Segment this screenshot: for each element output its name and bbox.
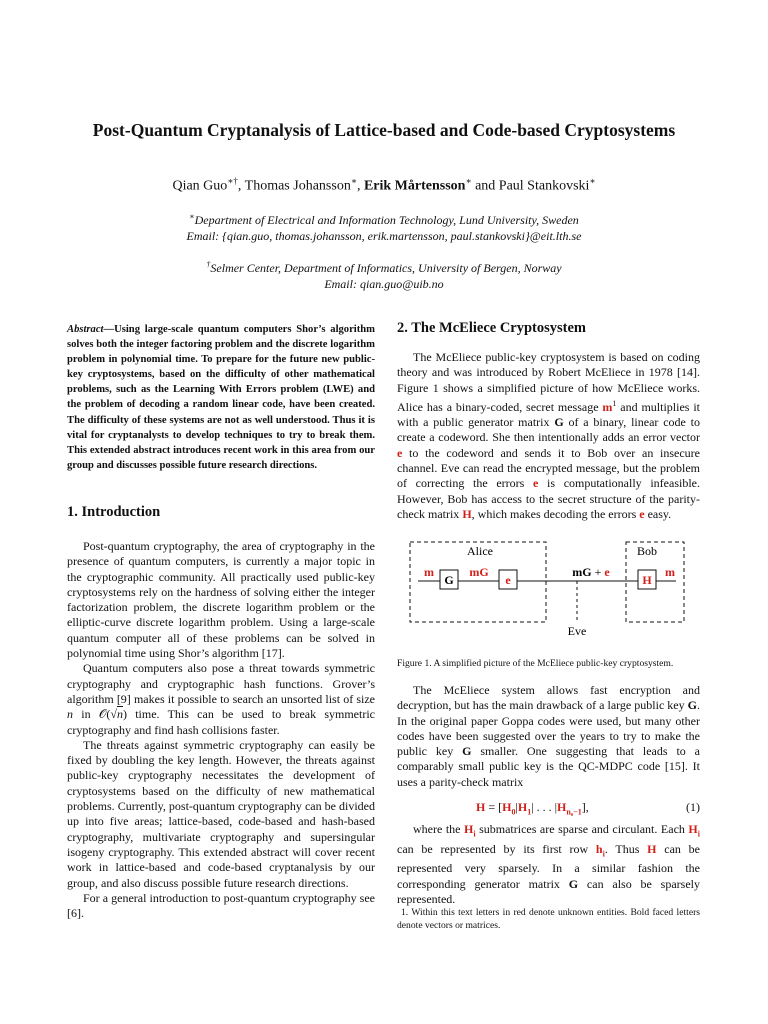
ciphertext-mG: mG [572, 565, 592, 579]
bob-label: Bob [636, 544, 658, 558]
equation-1 [397, 800, 700, 816]
codeword-label [469, 565, 488, 579]
author-johansson: Thomas Johansson [244, 178, 351, 194]
ciphertext-plus: + [591, 565, 605, 579]
mceliece-body-2 [397, 683, 700, 790]
paragraph: The threats against symmetric cryptography can easily be fixed by doubling the key length. However, the threats against public-key cryptography necessitates the development of cryptosystems based on the difficulty of new mathematical problems. Currently, post-quantum cryptography can be divided up into five areas; lattice-based, code-based and hash-based cryptography, multivariate cryptography and supersingular isogeny cryptography. This extended abstract will cover recent work in lattice-based and code-based cryptanalysis by our group, and also discuss possible future research directions. [67, 737, 375, 890]
affiliation-email: Email: qian.guo@uib.no [324, 277, 444, 291]
symbol-e: e [533, 476, 539, 491]
section-heading-introduction: 1. Introduction [67, 504, 161, 520]
symbol-G: G [554, 415, 564, 430]
equation-body [476, 800, 589, 816]
abstract [67, 322, 375, 473]
math-symbol: | . . . | [531, 800, 558, 814]
author-mark: ∗ [465, 176, 472, 186]
author-mark: ∗ [589, 176, 596, 186]
text-run: can be represented by its first row [397, 841, 596, 856]
subscript: 1 [527, 807, 532, 817]
ciphertext-e: e [604, 565, 610, 579]
author-mark: ∗ [350, 176, 357, 186]
math-symbol: ) [122, 707, 127, 722]
symbol-Hi: H [464, 822, 474, 836]
math-symbol: √ [110, 707, 117, 722]
footnote-mark: 1 [612, 398, 617, 408]
author-guo: Qian Guo [172, 178, 228, 194]
subscript: i [473, 829, 476, 839]
codeword-text: mG [469, 565, 489, 579]
author-separator: , [237, 178, 245, 194]
symbol-e: e [639, 506, 645, 521]
text-run: . Thus [604, 841, 648, 856]
section-heading-mceliece: 2. The McEliece Cryptosystem [397, 320, 586, 336]
symbol-m: m [602, 399, 613, 414]
paragraph [67, 661, 375, 737]
alice-label: Alice [467, 544, 493, 558]
symbol-H: H [647, 841, 657, 856]
text-run: time. This can be used to break symmetric cryptography and find hash collisions faster. [67, 707, 375, 737]
footnote [397, 906, 700, 932]
paragraph: Post-quantum cryptography, the area of cryptography in the presence of quantum computers, is currently a major topic in the cryptographic community. All practically used public-key cryptosystems rely on the hardness of solving either the integer factorization problem, the discrete logarithm problem or the elliptic-curve discrete logarithm problem. Using a large-scale quantum computer all of these problems can be solved in polynomial time using Shor’s algorithm [17]. [67, 539, 375, 661]
paragraph: For a general introduction to post-quantum cryptography see [6]. [67, 890, 375, 921]
message-input-label: m [424, 565, 434, 579]
text-run: , which makes decoding the errors [471, 506, 640, 521]
mceliece-body-3 [397, 822, 700, 907]
paragraph [397, 822, 700, 907]
text-run: The McEliece system allows fast encryption and decryption, but has the main drawback of a large public key [397, 683, 700, 713]
text-run: smaller. One suggesting that leads to a comparably small public key is the QC-MDPC code [15]. It uses a parity-check matrix [397, 744, 700, 789]
text-run: submatrices are sparse and circulant. Each [475, 822, 689, 836]
symbol-G: G [462, 744, 472, 759]
math-symbol: ], [581, 800, 589, 814]
message-output-label: m [665, 565, 675, 579]
math-symbol: ( [106, 707, 111, 722]
affiliation-mark: ∗ [189, 212, 195, 221]
introduction-body [67, 539, 375, 921]
symbol-Hn: H [557, 800, 567, 814]
paragraph [397, 350, 700, 522]
paragraph [397, 683, 700, 790]
symbol-H: H [462, 506, 472, 521]
math-var: n [67, 707, 73, 722]
symbol-Hi: H [688, 822, 698, 836]
symbol-H1: H [517, 800, 528, 814]
text-run: The McEliece public-key cryptosystem is based on coding theory and was introduced by Robert McEliece in 1978 [14]. Figure 1 shows a simplified picture of how McEliece works. Alice has a binary-coded, secret message [397, 350, 700, 414]
text-run: in [73, 707, 99, 722]
author-separator: , [356, 178, 364, 194]
parity-check-box-label: H [642, 573, 652, 587]
symbol-e: e [397, 445, 403, 460]
text-run: to the codeword and sends it to Bob over an insecure channel. Eve can read the encrypted message, but the problem of correcting the errors [397, 445, 700, 491]
affiliation-bergen [0, 257, 768, 292]
paper-title: Post-Quantum Cryptanalysis of Lattice-based and Code-based Cryptosystems [92, 120, 676, 140]
footnote-text: 1. Within this text letters in red denote unknown entities. Bold faced letters denote vectors or matrices. [397, 907, 700, 931]
figure-mceliece-diagram [400, 538, 700, 643]
affiliation-mark: † [206, 260, 211, 269]
math-symbol: 𝒪 [98, 707, 107, 722]
mceliece-body-1 [397, 350, 700, 522]
equation-number: (1) [686, 800, 700, 814]
generator-box-label: G [444, 573, 454, 587]
subscript: n₀−1 [566, 807, 582, 817]
math-symbol: | [515, 800, 518, 814]
symbol-H0: H [502, 800, 512, 814]
affiliation-line: Selmer Center, Department of Informatics, University of Bergen, Norway [210, 261, 562, 275]
text-run: of a binary, linear code to create a codeword. She then intentionally adds an error vector [397, 415, 700, 445]
figure-caption: Figure 1. A simplified picture of the McEliece public-key cryptosystem. [397, 658, 674, 669]
ciphertext-label [572, 565, 610, 579]
text-run: easy. [644, 506, 672, 521]
text-run: can be represented very sparsely. In a similar fashion the corresponding generator matrix [397, 841, 700, 891]
math-var: n [116, 707, 123, 722]
abstract-text: —Using large-scale quantum computers Shor’s algorithm solves both the integer factoring problem and the discrete logarithm problem in polynomial time. To prepare for the future new public-key cryptosystems, based on the difficulty of other mathematical problems, such as the Learning With Errors problem (LWE) and the problem of decoding a random linear code, have been created. The difficulty of these systems are not as well understood. Thus it is vital for cryptanalysts to develop techniques to try to break them. This extended abstract introduces recent work in this area from our group and discusses possible future research directions. [67, 324, 375, 471]
symbol-G: G [687, 698, 697, 713]
abstract-lead: Abstract [67, 324, 104, 335]
symbol-hi: h [595, 841, 603, 856]
text-run: . In the original paper Goppa codes were used, but many other codes have been suggested over the years to try to make the public key [397, 698, 700, 759]
subscript: i [602, 849, 605, 859]
author-mark: ∗† [227, 176, 238, 186]
text-run: is computationally infeasible. However, Bob has access to the secret structure of the parity-check matrix [397, 476, 700, 521]
math-symbol: = [ [485, 800, 503, 814]
author-stankovski: Paul Stankovski [498, 178, 590, 194]
subscript: i [697, 829, 700, 839]
affiliation-email: Email: {qian.guo, thomas.johansson, erik.martensson, paul.stankovski}@eit.lth.se [186, 229, 582, 243]
affiliation-line: Department of Electrical and Information Technology, Lund University, Sweden [194, 213, 579, 227]
author-martensson: Erik Mårtensson [363, 178, 466, 194]
symbol-H: H [476, 800, 486, 814]
text-run: can also be sparsely represented. [397, 876, 701, 906]
text-run: Quantum computers also pose a threat towards symmetric cryptography and cryptographic hash functions. Grover’s algorithm [9] makes it possible to search an unsorted list of size [67, 661, 375, 706]
eve-label: Eve [567, 624, 587, 638]
text-run: and multiplies it with a public generator matrix [397, 399, 700, 430]
author-separator: and [471, 178, 499, 194]
text-run: where the [413, 822, 464, 836]
affiliation-lund [0, 209, 768, 244]
subscript: 0 [511, 807, 516, 817]
author-list [0, 176, 768, 195]
symbol-G: G [568, 876, 579, 891]
error-box-label: e [505, 573, 511, 587]
